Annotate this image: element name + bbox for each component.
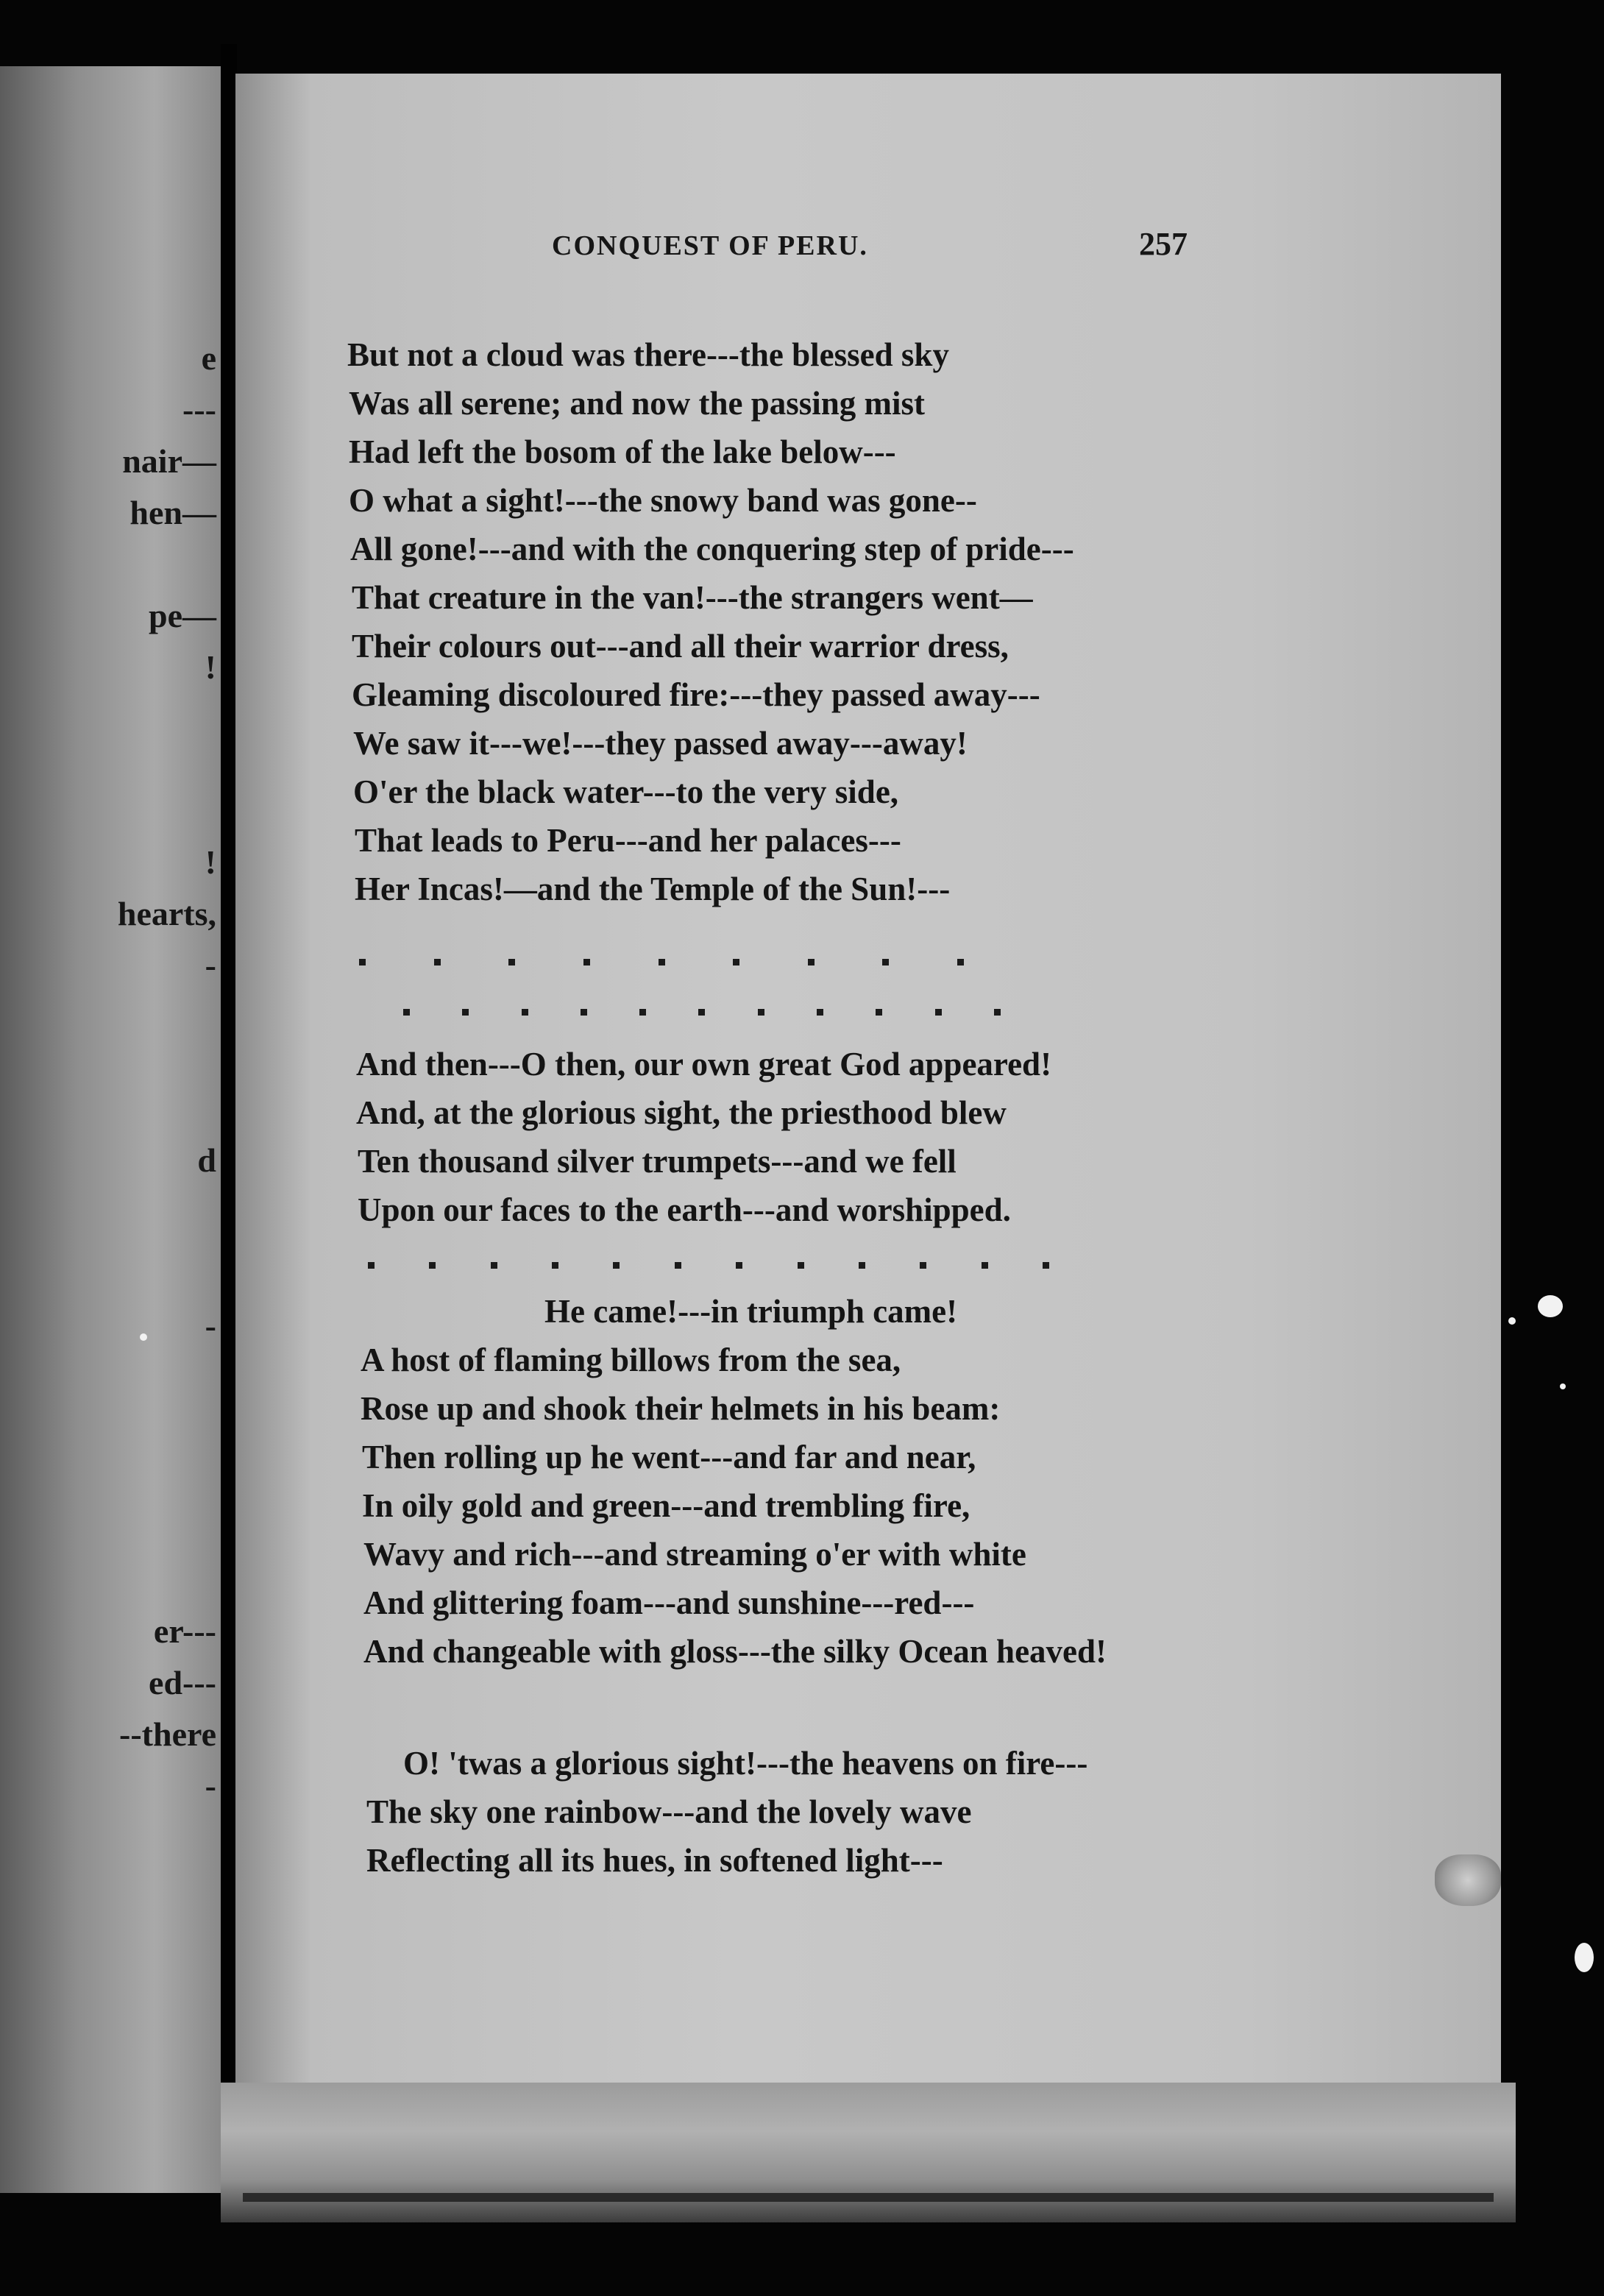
left-page-fragment: --there	[119, 1715, 216, 1753]
ornament-dot	[1043, 1262, 1049, 1269]
scan-speck	[1560, 1383, 1566, 1389]
left-page-fragment: !	[205, 648, 216, 686]
ornament-dot	[808, 959, 815, 965]
library-stamp	[1435, 1854, 1501, 1906]
left-page-fragment: -	[205, 1767, 216, 1804]
left-page-fragment: d	[197, 1141, 216, 1179]
verse-line: Reflecting all its hues, in softened light---	[366, 1842, 943, 1879]
verse-line: Rose up and shook their helmets in his beam:	[361, 1390, 1001, 1427]
ornament-dot	[736, 1262, 742, 1269]
ornament-dot	[859, 1262, 865, 1269]
ornament-dot	[462, 1009, 469, 1016]
verse-line: And, at the glorious sight, the priesthood blew	[356, 1094, 1007, 1131]
verse-line: The sky one rainbow---and the lovely wave	[366, 1793, 972, 1830]
ornament-dot	[733, 959, 739, 965]
verse-line: In oily gold and green---and trembling fire,	[362, 1487, 970, 1524]
book-gutter	[221, 44, 237, 2208]
verse-line: But not a cloud was there---the blessed sky	[347, 336, 949, 373]
ornament-dot	[491, 1262, 497, 1269]
verse-line: And changeable with gloss---the silky Ocean heaved!	[363, 1633, 1107, 1670]
verse-line: O'er the black water---to the very side,	[353, 773, 899, 810]
left-page-fragment: hearts,	[117, 895, 216, 932]
verse-line: Upon our faces to the earth---and worshipped.	[358, 1191, 1011, 1228]
left-page-fragment: -	[205, 946, 216, 984]
ornament-dot	[434, 959, 441, 965]
verse-line: O! 'twas a glorious sight!---the heavens on fire---	[403, 1745, 1088, 1782]
verse-line: Ten thousand silver trumpets---and we fell	[358, 1143, 957, 1180]
ornamental-dot-row	[359, 957, 964, 967]
scan-speck	[140, 1333, 147, 1341]
ornament-dot	[359, 959, 366, 965]
ornamental-dot-row	[403, 1007, 1001, 1017]
verse-line: We saw it---we!---they passed away---away!	[353, 725, 968, 762]
left-page-fragment: !	[205, 843, 216, 881]
ornament-dot	[957, 959, 964, 965]
left-facing-page	[0, 66, 221, 2193]
verse-line: He came!---in triumph came!	[544, 1293, 958, 1330]
left-page-fragment: er---	[153, 1612, 216, 1650]
ornament-dot	[994, 1009, 1001, 1016]
verse-line: Then rolling up he went---and far and near,	[362, 1439, 976, 1475]
verse-line: Their colours out---and all their warrior dress,	[352, 628, 1009, 665]
ornament-dot	[613, 1262, 620, 1269]
verse-line: O what a sight!---the snowy band was gone--	[349, 482, 977, 519]
verse-line: And then---O then, our own great God appeared!	[356, 1046, 1052, 1083]
ornament-dot	[876, 1009, 882, 1016]
ornament-dot	[368, 1262, 375, 1269]
left-page-fragment: hen—	[129, 494, 216, 531]
left-page-fragment: pe—	[149, 597, 216, 634]
scan-speck	[1508, 1317, 1516, 1325]
verse-line: That leads to Peru---and her palaces---	[355, 822, 901, 859]
ornament-dot	[698, 1009, 705, 1016]
ornament-dot	[659, 959, 665, 965]
left-page-fragment: e	[201, 339, 216, 377]
left-page-fragment: nair—	[122, 442, 216, 480]
ornament-dot	[508, 959, 515, 965]
verse-line: Her Incas!—and the Temple of the Sun!---	[355, 871, 951, 907]
running-head: CONQUEST OF PERU.	[552, 230, 868, 261]
ornament-dot	[552, 1262, 558, 1269]
verse-line: A host of flaming billows from the sea,	[361, 1342, 901, 1378]
ornament-dot	[403, 1009, 410, 1016]
verse-line: Gleaming discoloured fire:---they passed away---	[352, 676, 1040, 713]
ornament-dot	[817, 1009, 823, 1016]
ornamental-dot-row	[368, 1260, 1049, 1270]
verse-line: All gone!---and with the conquering step of pride---	[350, 531, 1074, 567]
verse-line: Was all serene; and now the passing mist	[349, 385, 926, 422]
left-page-fragment: -	[205, 1307, 216, 1344]
ornament-dot	[758, 1009, 764, 1016]
ornament-dot	[882, 959, 889, 965]
page-number: 257	[1139, 226, 1188, 262]
verse-line: Wavy and rich---and streaming o'er with white	[363, 1536, 1026, 1573]
ornament-dot	[920, 1262, 926, 1269]
verse-line: And glittering foam---and sunshine---red---	[363, 1584, 975, 1621]
verse-line: Had left the bosom of the lake below---	[349, 433, 896, 470]
ornament-dot	[429, 1262, 436, 1269]
left-page-fragment: ---	[182, 391, 216, 428]
ornament-dot	[583, 959, 590, 965]
ornament-dot	[581, 1009, 587, 1016]
ornament-dot	[522, 1009, 528, 1016]
page-shadow	[243, 2193, 1494, 2202]
left-page-fragment: ed---	[149, 1664, 216, 1701]
scan-speck	[1575, 1943, 1594, 1972]
ornament-dot	[935, 1009, 942, 1016]
ornament-dot	[982, 1262, 988, 1269]
ornament-dot	[798, 1262, 804, 1269]
scan-speck	[1538, 1295, 1563, 1317]
ornament-dot	[639, 1009, 646, 1016]
verse-line: That creature in the van!---the strangers went—	[352, 579, 1033, 616]
ornament-dot	[675, 1262, 681, 1269]
